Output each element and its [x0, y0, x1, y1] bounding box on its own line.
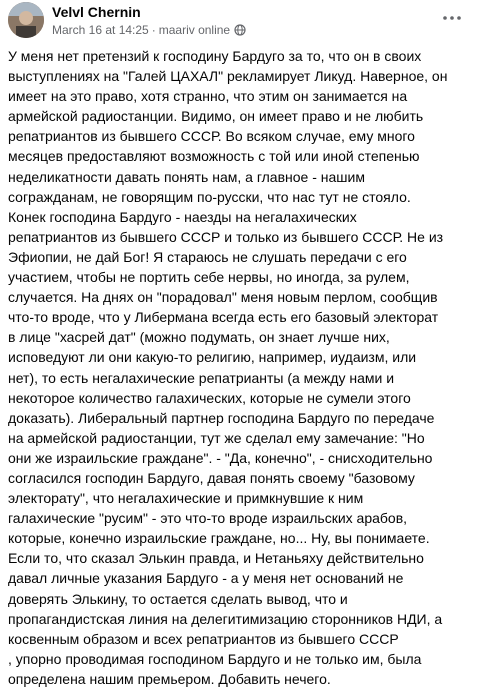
post-text-line: армейской радиостанции. Видимо, он имеет право и не любить [8, 108, 424, 125]
post-text-line: согласился господин Бардуго, давая понять своему "базовому [8, 469, 415, 486]
post-header [0, 0, 477, 40]
avatar-photo [8, 2, 44, 38]
post-text-line: Эфиопии, не дай Бог! Я стараюсь не слушать передачи с его [8, 248, 407, 265]
post-text-line: доверять Элькину, то остается сделать вывод, что и [8, 590, 348, 607]
post-source: maariv online [158, 23, 231, 37]
post-text-line: давал личные указания Бардуго - а у меня нет оснований не [8, 570, 404, 587]
post-text-line: в лице "хасрей дат" (можно подумать, он знает лучше них, [8, 329, 390, 346]
post-text-line: репатриантов из бывшего СССР. Во всяком случае, ему много [8, 128, 415, 145]
post-text-line: репатриантов из бывшего СССР и только из бывшего СССР. Не из [8, 228, 444, 245]
post-timestamp[interactable]: March 16 at 14:25 [52, 23, 149, 37]
post-text [8, 46, 472, 689]
post-text-line: имеет на это право, хотя странно, что этим он занимается на [8, 88, 408, 105]
post-text-line: некоторое количество галахических, которые не сумели этого [8, 389, 411, 406]
post-text-line: электорату", что негалахические и примкнувшие к ним [8, 490, 364, 507]
post-text-line: галахические "русим" - это что-то вроде израильских арабов, [8, 510, 408, 527]
post-meta [52, 23, 246, 37]
post-text-line: которые, конечно израильские граждане, но... Ну, вы понимаете. [8, 530, 430, 547]
post-text-line: они же израильские граждане". - "Да, конечно", - снисходительно [8, 449, 433, 466]
author-avatar[interactable] [8, 2, 44, 38]
post-text-line: на армейской радиостанции, тут же сделал ему замечание: "Но [8, 429, 425, 446]
post-text-line: У меня нет претензий к господину Бардуго за то, что он в своих [8, 48, 422, 64]
post-text-line: определена нашим премьером. Добавить нечего. [8, 670, 331, 687]
more-horizontal-icon[interactable] [441, 10, 463, 26]
post-text-line: нет), то есть негалахические репатрианты (а между нами и [8, 369, 395, 386]
post-text-line: доказать). Либеральный партнер господина Бардуго по передаче [8, 409, 435, 426]
post-text-line: пропагандистская линия на делегитимизацию сторонников НДИ, а [8, 610, 443, 627]
post-text-line: согражданам, не говорящим по-русски, что нас тут не стояло. [8, 188, 411, 205]
post-text-line: случается. На днях он "порадовал" меня новым перлом, сообщив [8, 289, 438, 306]
post-text-line: исповедуют ли они какую-то религию, например, иудаизм, или [8, 349, 417, 366]
post-text-line: неделикатности давать понять нам, а главное - нашим [8, 168, 365, 185]
meta-separator: · [151, 23, 156, 37]
post-text-line: что-то вроде, что у Либермана всегда есть его базовый электорат [8, 309, 439, 326]
post-text-line: Если то, что сказал Элькин правда, и Нетаньяху действительно [8, 550, 424, 567]
post-text-line: , упорно проводимая господином Бардуго и не только им, была [8, 650, 422, 667]
post-text-line: косвенным образом и всех репатриантов из бывшего СССР [8, 630, 399, 647]
post-text-line: месяцев предоставляют возможность с той или иной степенью [8, 148, 420, 165]
author-name[interactable]: Velvl Chernin [52, 4, 141, 20]
globe-icon[interactable] [234, 24, 246, 36]
post-text-line: Конек господина Бардуго - наезды на негалахических [8, 208, 357, 225]
post-text-line: участием, чтобы не портить себе нервы, но иногда, за рулем, [8, 269, 410, 286]
post-text-line: выступлениях на "Галей ЦАХАЛ" рекламирует Ликуд. Наверное, он [8, 68, 448, 85]
